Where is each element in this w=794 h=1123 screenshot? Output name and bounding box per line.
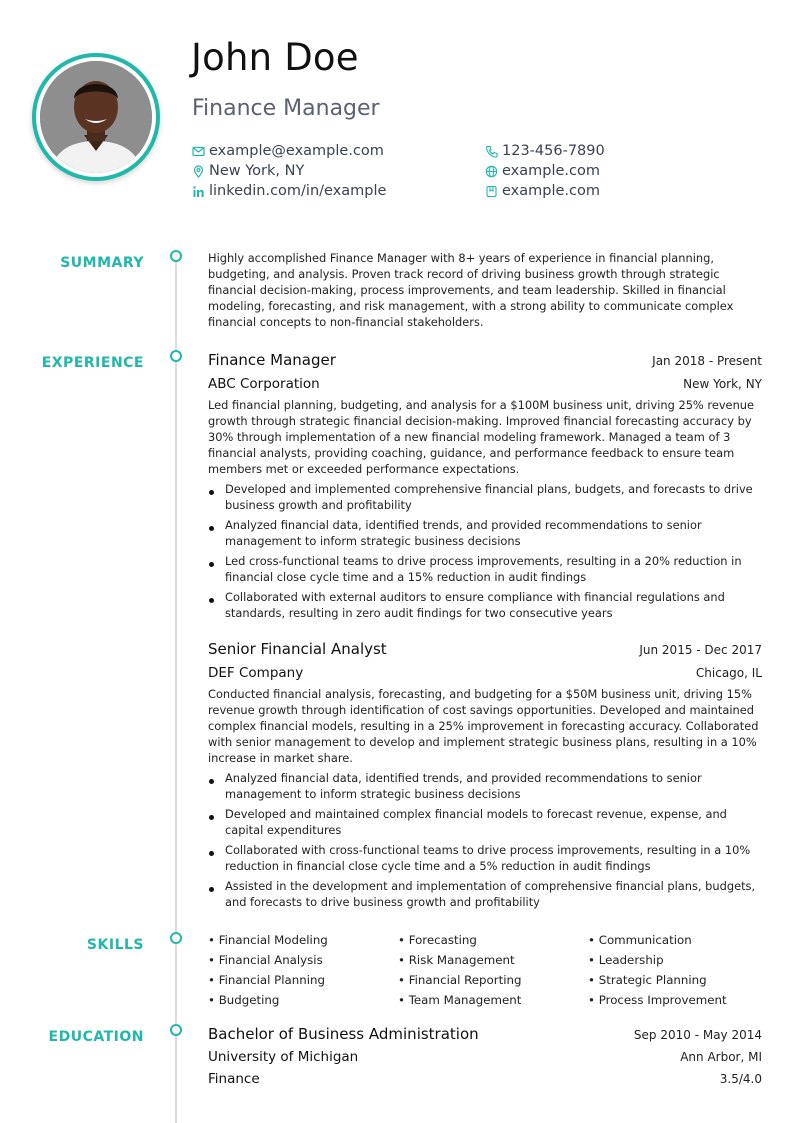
job-bullet: Assisted in the development and implementation of comprehensive financial plans, budgets, and forecasts to drive business growth and profitability [208, 878, 762, 910]
skill-item: • Process Improvement [588, 992, 762, 1008]
job-dates: Jun 2015 - Dec 2017 [639, 643, 762, 657]
timeline-dot-experience [170, 350, 182, 362]
contact-website-text: example.com [502, 163, 600, 179]
job-description: Conducted financial analysis, forecasting, and budgeting for a $50M business unit, driving 15% revenue growth through identification of cost savings opportunities. Developed and maintained complex financial models, resulting in a 25% improvement in forecasting accuracy. Collaborated with senior management to develop and implement strategic business plans, resulting in a 10% increase in market share. [208, 687, 759, 765]
summary-text: Highly accomplished Finance Manager with 8+ years of experience in financial planning, budgeting, and analysis. Proven track record of driving business growth through strategic financial decision-making, process improvements, and team leadership. Skilled in financial modeling, forecasting, and risk management, with a strong ability to communicate complex financial concepts to non-financial stakeholders. [208, 251, 734, 329]
job-bullet: Collaborated with cross-functional teams to drive process improvements, resulting in a 10% reduction in financial close cycle time and a 5% reduction in audit findings [208, 842, 762, 874]
job-entry [208, 640, 762, 914]
job-bullet: Led cross-functional teams to drive process improvements, resulting in a 20% reduction in financial close cycle time and a 15% reduction in audit findings [208, 553, 762, 585]
job-location: Chicago, IL [695, 666, 762, 680]
job-company: DEF Company [208, 665, 304, 681]
skill-item: • Financial Modeling [208, 932, 398, 948]
skill-item: • Financial Analysis [208, 952, 398, 968]
skill-item: • Strategic Planning [588, 972, 762, 988]
section-label-summary: SUMMARY [60, 255, 144, 271]
contact-email-text: example@example.com [209, 143, 384, 159]
job-location: New York, NY [683, 377, 762, 391]
timeline-dot-skills [170, 932, 182, 944]
skill-item: • Risk Management [398, 952, 588, 968]
skill-item: • Leadership [588, 952, 762, 968]
timeline-dot-education [170, 1024, 182, 1036]
job-bullet: Developed and implemented comprehensive financial plans, budgets, and forecasts to drive business growth and profitability [208, 481, 762, 513]
bookmark-icon [485, 185, 498, 198]
avatar [40, 61, 152, 173]
job-role: Senior Financial Analyst [208, 640, 387, 658]
job-bullet: Developed and maintained complex financial models to forecast revenue, expense, and capital expenditures [208, 806, 762, 838]
job-description: Led financial planning, budgeting, and analysis for a $100M business unit, driving 25% revenue growth through strategic financial decision-making. Improved financial forecasting accuracy by 30% through implementation of a new financial modeling framework. Managed a team of 3 financial analysts, providing coaching, guidance, and performance feedback to ensure team members met or exceeded performance expectations. [208, 398, 755, 476]
phone-icon [485, 145, 498, 158]
contact-linkedin[interactable] [192, 183, 386, 199]
map-pin-icon [192, 165, 205, 178]
timeline-dot-summary [170, 250, 182, 262]
skill-item: • Financial Planning [208, 972, 398, 988]
contact-website[interactable] [485, 163, 600, 179]
section-label-skills: SKILLS [86, 937, 144, 953]
profile-photo-frame [32, 53, 160, 181]
skill-item: • Forecasting [398, 932, 588, 948]
linkedin-icon [192, 185, 205, 198]
education-section [208, 1025, 762, 1087]
contact-portfolio-text: example.com [502, 183, 600, 199]
job-role: Finance Manager [208, 351, 336, 369]
contact-portfolio[interactable] [485, 183, 600, 199]
job-dates: Jan 2018 - Present [652, 354, 762, 368]
skill-item: • Budgeting [208, 992, 398, 1008]
section-label-education: EDUCATION [48, 1029, 144, 1045]
contact-linkedin-text: linkedin.com/in/example [209, 183, 387, 199]
candidate-title: Finance Manager [192, 96, 380, 121]
education-gpa: 3.5/4.0 [719, 1072, 762, 1086]
timeline-line [175, 262, 177, 1123]
education-degree: Bachelor of Business Administration [208, 1025, 479, 1043]
education-dates: Sep 2010 - May 2014 [633, 1028, 762, 1042]
summary-section [208, 250, 762, 330]
globe-icon [485, 165, 498, 178]
skill-item: • Communication [588, 932, 762, 948]
job-bullet: Collaborated with external auditors to ensure compliance with financial regulations and standards, resulting in zero audit findings for two consecutive years [208, 589, 762, 621]
skills-section [208, 932, 762, 1008]
contact-phone[interactable] [485, 143, 605, 159]
education-field: Finance [208, 1071, 260, 1087]
job-bullet: Analyzed financial data, identified trends, and provided recommendations to senior management to inform strategic business decisions [208, 770, 762, 802]
person-portrait-icon [40, 61, 152, 173]
section-label-experience: EXPERIENCE [41, 355, 144, 371]
mail-icon [192, 145, 205, 158]
job-company: ABC Corporation [208, 376, 320, 392]
job-entry [208, 351, 762, 625]
contact-phone-text: 123-456-7890 [502, 143, 605, 159]
job-bullet: Analyzed financial data, identified trends, and provided recommendations to senior management to inform strategic business decisions [208, 517, 762, 549]
skill-item: • Financial Reporting [398, 972, 588, 988]
skill-item: • Team Management [398, 992, 588, 1008]
contact-email[interactable] [192, 143, 384, 159]
education-location: Ann Arbor, MI [680, 1050, 762, 1064]
education-school: University of Michigan [208, 1049, 359, 1065]
candidate-name: John Doe [191, 36, 359, 79]
contact-location [192, 163, 304, 179]
contact-location-text: New York, NY [209, 163, 305, 179]
